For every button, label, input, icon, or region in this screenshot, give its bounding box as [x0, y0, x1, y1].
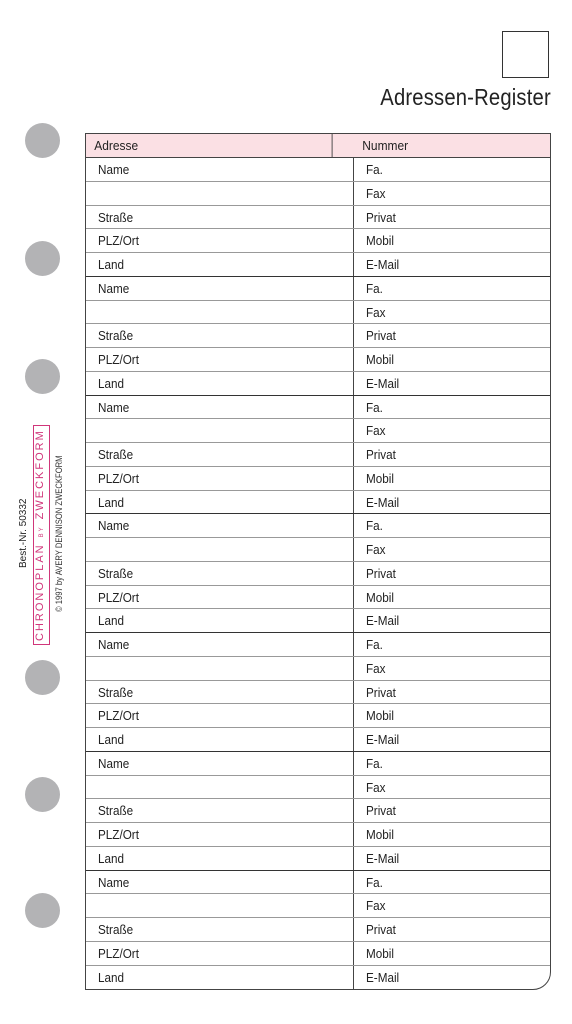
address-cell — [86, 609, 354, 632]
number-label: Mobil — [366, 352, 394, 367]
table-row — [86, 942, 550, 966]
binder-hole — [25, 241, 60, 276]
number-label: Mobil — [366, 945, 394, 961]
number-label: Fax — [366, 660, 386, 676]
header-number: Nummer — [362, 138, 409, 153]
address-cell — [86, 776, 354, 799]
number-cell — [354, 704, 550, 727]
number-cell — [354, 942, 550, 965]
number-label: Fax — [366, 185, 386, 201]
number-cell — [354, 443, 550, 466]
address-cell — [86, 704, 354, 727]
number-cell — [354, 752, 550, 775]
address-cell — [86, 871, 354, 894]
table-row — [86, 609, 550, 633]
table-row — [86, 396, 550, 420]
number-label: Mobil — [366, 708, 394, 724]
address-label: Straße — [98, 684, 134, 700]
number-label: Mobil — [366, 470, 394, 486]
address-cell — [86, 324, 354, 347]
address-label: Land — [98, 850, 125, 866]
page-title: Adressen-Register — [380, 84, 551, 110]
table-row — [86, 229, 550, 253]
address-label: Land — [98, 257, 125, 272]
address-cell — [86, 206, 354, 229]
number-cell — [354, 206, 550, 229]
table-row — [86, 253, 550, 277]
address-label: Straße — [98, 328, 134, 344]
table-row — [86, 681, 550, 705]
address-cell — [86, 467, 354, 490]
address-label: Land — [98, 494, 125, 510]
number-label: Fa. — [366, 637, 383, 652]
number-cell — [354, 776, 550, 799]
table-row — [86, 277, 550, 301]
table-row — [86, 704, 550, 728]
number-label: E-Mail — [366, 257, 400, 272]
address-label: Name — [98, 162, 130, 177]
table-header — [86, 134, 550, 158]
address-cell — [86, 942, 354, 965]
number-label: E-Mail — [366, 613, 400, 629]
number-label: Privat — [366, 447, 396, 462]
address-label: Straße — [98, 447, 134, 462]
address-label: Name — [98, 637, 130, 652]
address-cell — [86, 799, 354, 822]
address-label: Name — [98, 280, 130, 296]
number-cell — [354, 918, 550, 941]
table-row — [86, 443, 550, 467]
address-label: PLZ/Ort — [98, 708, 139, 724]
table-row — [86, 966, 550, 990]
number-cell — [354, 229, 550, 252]
table-row — [86, 847, 550, 871]
binder-hole — [25, 893, 60, 928]
address-label: Land — [98, 969, 125, 985]
number-cell — [354, 894, 550, 917]
table-row — [86, 206, 550, 230]
number-label: Mobil — [366, 233, 394, 249]
address-cell — [86, 158, 354, 181]
address-cell — [86, 372, 354, 395]
number-cell — [354, 491, 550, 514]
number-label: Fa. — [366, 280, 383, 296]
table-row — [86, 372, 550, 396]
address-cell — [86, 182, 354, 205]
number-label: Fa. — [366, 518, 383, 534]
table-row — [86, 894, 550, 918]
address-label: Straße — [98, 209, 134, 225]
number-label: Fax — [366, 779, 386, 795]
number-cell — [354, 324, 550, 347]
address-cell — [86, 633, 354, 656]
address-label: Straße — [98, 922, 134, 937]
address-label: PLZ/Ort — [98, 352, 139, 367]
number-label: Privat — [366, 565, 396, 581]
table-row — [86, 419, 550, 443]
header-address: Adresse — [86, 134, 333, 157]
number-cell — [354, 847, 550, 870]
table-row — [86, 633, 550, 657]
address-cell — [86, 348, 354, 371]
number-cell — [354, 301, 550, 324]
number-cell — [354, 633, 550, 656]
table-row — [86, 918, 550, 942]
address-label: PLZ/Ort — [98, 589, 139, 605]
number-cell — [354, 823, 550, 846]
number-label: Privat — [366, 922, 396, 937]
address-cell — [86, 586, 354, 609]
table-row — [86, 657, 550, 681]
table-row — [86, 301, 550, 325]
number-label: E-Mail — [366, 494, 400, 510]
number-label: Fax — [366, 423, 386, 439]
table-row — [86, 182, 550, 206]
binder-hole — [25, 777, 60, 812]
number-label: Fa. — [366, 399, 383, 415]
address-cell — [86, 918, 354, 941]
table-row — [86, 871, 550, 895]
address-label: PLZ/Ort — [98, 827, 139, 842]
address-cell — [86, 847, 354, 870]
number-cell — [354, 182, 550, 205]
address-label: PLZ/Ort — [98, 470, 139, 486]
address-cell — [86, 443, 354, 466]
address-cell — [86, 894, 354, 917]
table-row — [86, 491, 550, 515]
number-cell — [354, 158, 550, 181]
address-cell — [86, 823, 354, 846]
binder-hole — [25, 359, 60, 394]
address-label: Straße — [98, 565, 134, 581]
table-row — [86, 514, 550, 538]
table-row — [86, 728, 550, 752]
number-label: Mobil — [366, 827, 394, 842]
number-label: E-Mail — [366, 375, 400, 391]
number-cell — [354, 681, 550, 704]
address-table — [85, 133, 551, 990]
number-cell — [354, 657, 550, 680]
table-row — [86, 467, 550, 491]
brand-logo — [33, 425, 50, 645]
address-cell — [86, 514, 354, 537]
table-row — [86, 538, 550, 562]
number-label: Fax — [366, 898, 386, 914]
table-body — [86, 158, 550, 989]
number-cell — [354, 562, 550, 585]
number-cell — [354, 253, 550, 276]
address-cell — [86, 728, 354, 751]
number-cell — [354, 348, 550, 371]
table-row — [86, 752, 550, 776]
number-label: E-Mail — [366, 850, 400, 866]
brand-left: CHRONOPLAN — [34, 543, 46, 641]
address-label: PLZ/Ort — [98, 945, 139, 961]
brand-by: BY — [39, 525, 45, 538]
number-cell — [354, 538, 550, 561]
table-row — [86, 799, 550, 823]
number-label: Mobil — [366, 589, 394, 605]
number-label: Privat — [366, 209, 396, 225]
copyright-text: © 1997 by AVERY DENNISON ZWECKFORM — [54, 455, 64, 612]
address-cell — [86, 657, 354, 680]
address-label: Name — [98, 399, 130, 415]
number-cell — [354, 799, 550, 822]
address-cell — [86, 277, 354, 300]
address-label: Land — [98, 375, 125, 391]
number-label: Fa. — [366, 162, 383, 177]
number-cell — [354, 609, 550, 632]
number-cell — [354, 372, 550, 395]
table-row — [86, 823, 550, 847]
table-row — [86, 324, 550, 348]
order-number: Best.-Nr. 50332 — [18, 498, 29, 568]
number-cell — [354, 586, 550, 609]
table-row — [86, 158, 550, 182]
address-label: Name — [98, 874, 130, 890]
address-label: PLZ/Ort — [98, 233, 139, 249]
address-cell — [86, 752, 354, 775]
address-cell — [86, 562, 354, 585]
binder-hole — [25, 660, 60, 695]
number-label: Fa. — [366, 755, 383, 771]
number-label: Fax — [366, 542, 386, 557]
table-row — [86, 776, 550, 800]
address-cell — [86, 301, 354, 324]
number-cell — [354, 277, 550, 300]
address-cell — [86, 491, 354, 514]
number-cell — [354, 514, 550, 537]
number-cell — [354, 871, 550, 894]
number-label: Privat — [366, 684, 396, 700]
address-label: Name — [98, 518, 130, 534]
address-label: Name — [98, 755, 130, 771]
number-label: Privat — [366, 803, 396, 819]
number-label: E-Mail — [366, 969, 400, 985]
address-cell — [86, 681, 354, 704]
corner-box — [502, 31, 549, 78]
address-cell — [86, 396, 354, 419]
number-cell — [354, 728, 550, 751]
number-cell — [354, 467, 550, 490]
address-cell — [86, 538, 354, 561]
number-label: Fa. — [366, 874, 383, 890]
address-cell — [86, 966, 354, 990]
address-cell — [86, 419, 354, 442]
table-row — [86, 348, 550, 372]
number-cell — [354, 396, 550, 419]
number-label: Fax — [366, 304, 386, 320]
address-label: Land — [98, 732, 125, 747]
brand-right: ZWECKFORM — [34, 429, 46, 520]
address-label: Straße — [98, 803, 134, 819]
number-cell — [354, 966, 550, 990]
number-cell — [354, 419, 550, 442]
table-row — [86, 586, 550, 610]
number-label: E-Mail — [366, 732, 400, 747]
number-label: Privat — [366, 328, 396, 344]
table-row — [86, 562, 550, 586]
address-label: Land — [98, 613, 125, 629]
address-cell — [86, 229, 354, 252]
address-cell — [86, 253, 354, 276]
binder-hole — [25, 123, 60, 158]
